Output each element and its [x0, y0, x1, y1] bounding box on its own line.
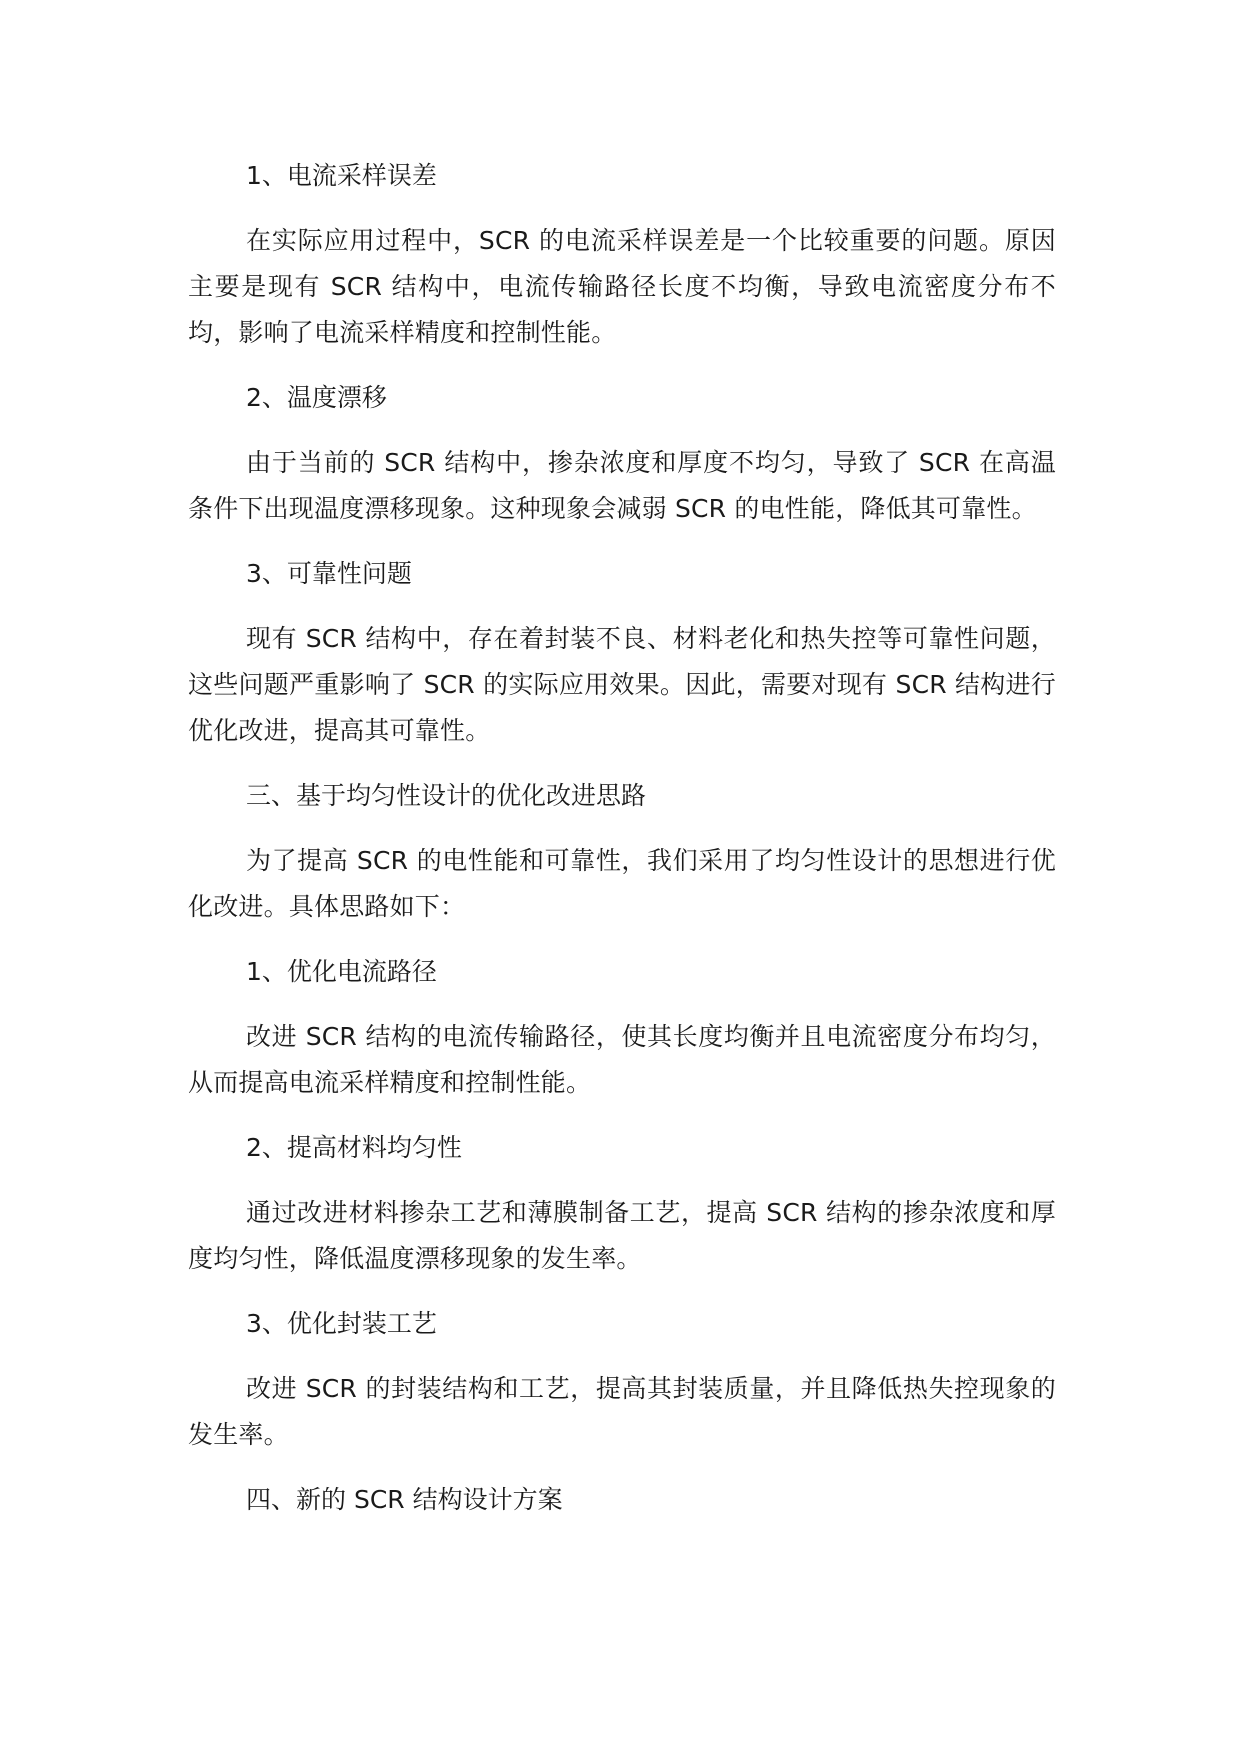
document-body	[188, 152, 1056, 1524]
body-paragraph: 改进 SCR 结构的电流传输路径，使其长度均衡并且电流密度分布均匀，从而提高电流采样精度和控制性能。	[188, 1022, 1056, 1097]
body-paragraph: 现有 SCR 结构中，存在着封装不良、材料老化和热失控等可靠性问题，这些问题严重影响了 SCR 的实际应用效果。因此，需要对现有 SCR 结构进行优化改进，提高其可靠性。	[188, 624, 1056, 745]
body-paragraph: 为了提高 SCR 的电性能和可靠性，我们采用了均匀性设计的思想进行优化改进。具体思路如下：	[188, 846, 1056, 921]
body-paragraph: 在实际应用过程中，SCR 的电流采样误差是一个比较重要的问题。原因主要是现有 SCR 结构中，电流传输路径长度不均衡，导致电流密度分布不均，影响了电流采样精度和控制性能。	[188, 226, 1056, 347]
section-heading: 2、提高材料均匀性	[246, 1133, 462, 1162]
section-heading: 1、优化电流路径	[246, 957, 437, 986]
section-heading: 3、可靠性问题	[246, 559, 412, 588]
body-paragraph: 改进 SCR 的封装结构和工艺，提高其封装质量，并且降低热失控现象的发生率。	[188, 1374, 1056, 1449]
chapter-heading: 四、新的 SCR 结构设计方案	[246, 1485, 563, 1514]
section-heading: 3、优化封装工艺	[246, 1309, 437, 1338]
body-paragraph: 由于当前的 SCR 结构中，掺杂浓度和厚度不均匀，导致了 SCR 在高温条件下出现温度漂移现象。这种现象会减弱 SCR 的电性能，降低其可靠性。	[188, 448, 1056, 523]
chapter-heading: 三、基于均匀性设计的优化改进思路	[246, 781, 647, 810]
body-paragraph: 通过改进材料掺杂工艺和薄膜制备工艺，提高 SCR 结构的掺杂浓度和厚度均匀性，降低温度漂移现象的发生率。	[188, 1198, 1056, 1273]
section-heading: 2、温度漂移	[246, 383, 387, 412]
section-heading: 1、电流采样误差	[246, 161, 437, 190]
